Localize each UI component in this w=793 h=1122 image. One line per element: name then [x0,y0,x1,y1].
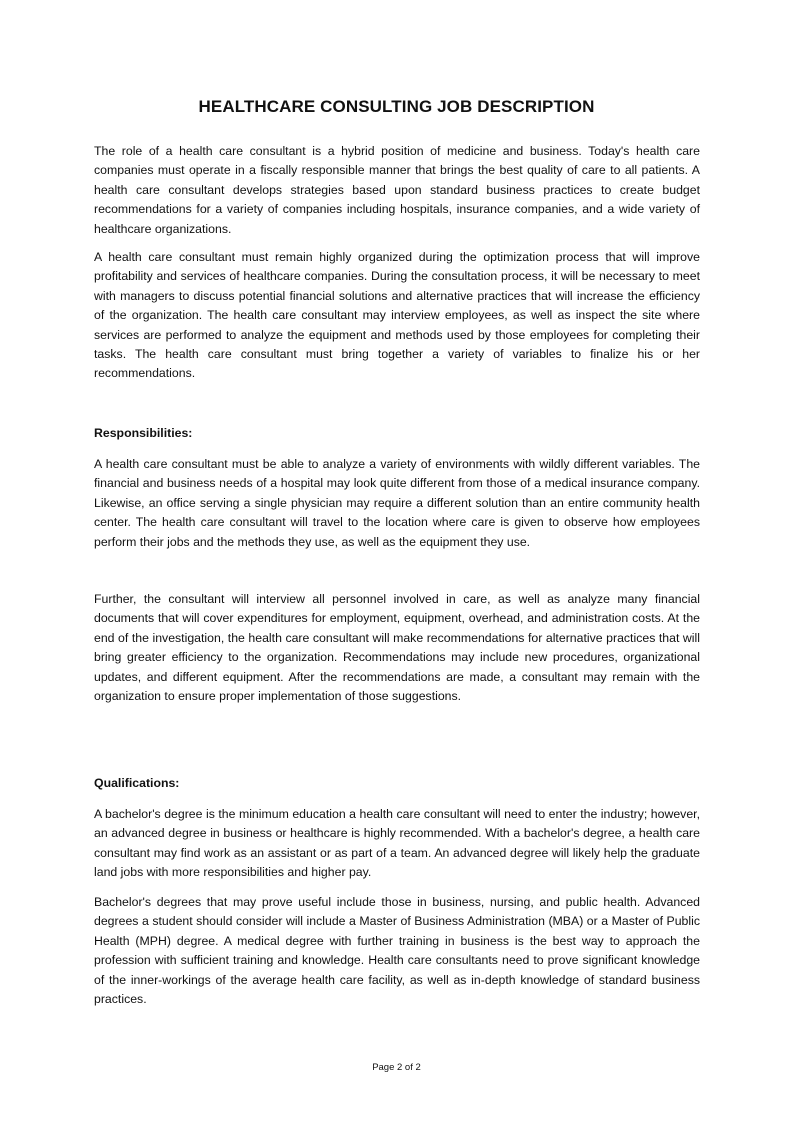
intro-paragraph-1: The role of a health care consultant is a hybrid position of medicine and business. Today's health care companies must operate in a fiscally responsible manner that brings the best quality of care to all patients. A health care consultant develops strategies based upon standard business practices to create budget recommendations for a variety of companies including hospitals, insurance companies, and a wide variety of healthcare organizations. [94,144,700,236]
responsibilities-heading: Responsibilities: [94,426,193,440]
responsibilities-paragraph-1: A health care consultant must be able to analyze a variety of environments with wildly different variables. The financial and business needs of a hospital may look quite different from those of a medical insurance company. Likewise, an office serving a single physician may require a different solution than an entire community health center. The health care consultant will travel to the location where care is given to observe how employees perform their jobs and the methods they use, as well as the equipment they use. [94,457,700,549]
qualifications-heading: Qualifications: [94,776,180,790]
qualifications-paragraph-1: A bachelor's degree is the minimum education a health care consultant will need to enter the industry; however, an advanced degree in business or healthcare is highly recommended. With a bachelor's degree, a health care consultant may find work as an assistant or as part of a team. An advanced degree will likely help the graduate land jobs with more responsibilities and higher pay. [94,807,700,880]
intro-paragraph-2: A health care consultant must remain highly organized during the optimization process that will improve profitability and services of healthcare companies. During the consultation process, it will be necessary to meet with managers to discuss potential financial solutions and alternative practices that will increase the efficiency of the organization. The health care consultant may interview employees, as well as inspect the site where services are performed to analyze the equipment and methods used by those employees for completing their tasks. The health care consultant must bring together a variety of variables to finalize his or her recommendations. [94,250,700,381]
document-title: HEALTHCARE CONSULTING JOB DESCRIPTION [198,97,595,116]
page-number-footer: Page 2 of 2 [372,1062,421,1073]
qualifications-paragraph-2: Bachelor's degrees that may prove useful include those in business, nursing, and public health. Advanced degrees a student should consider will include a Master of Business Administration (MBA) or a Master of Public Health (MPH) degree. A medical degree with further training in business is the best way to approach the profession with sufficient training and knowledge. Health care consultants need to prove significant knowledge of the inner-workings of the average health care facility, as well as in-depth knowledge of standard business practices. [94,895,700,1007]
responsibilities-paragraph-2: Further, the consultant will interview all personnel involved in care, as well as analyze many financial documents that will cover expenditures for employment, equipment, overhead, and administration costs. At the end of the investigation, the health care consultant will make recommendations for alternative practices that will bring greater efficiency to the organization. Recommendations may include new procedures, organizational updates, and different equipment. After the recommendations are made, a consultant may remain with the organization to ensure proper implementation of those suggestions. [94,592,700,704]
